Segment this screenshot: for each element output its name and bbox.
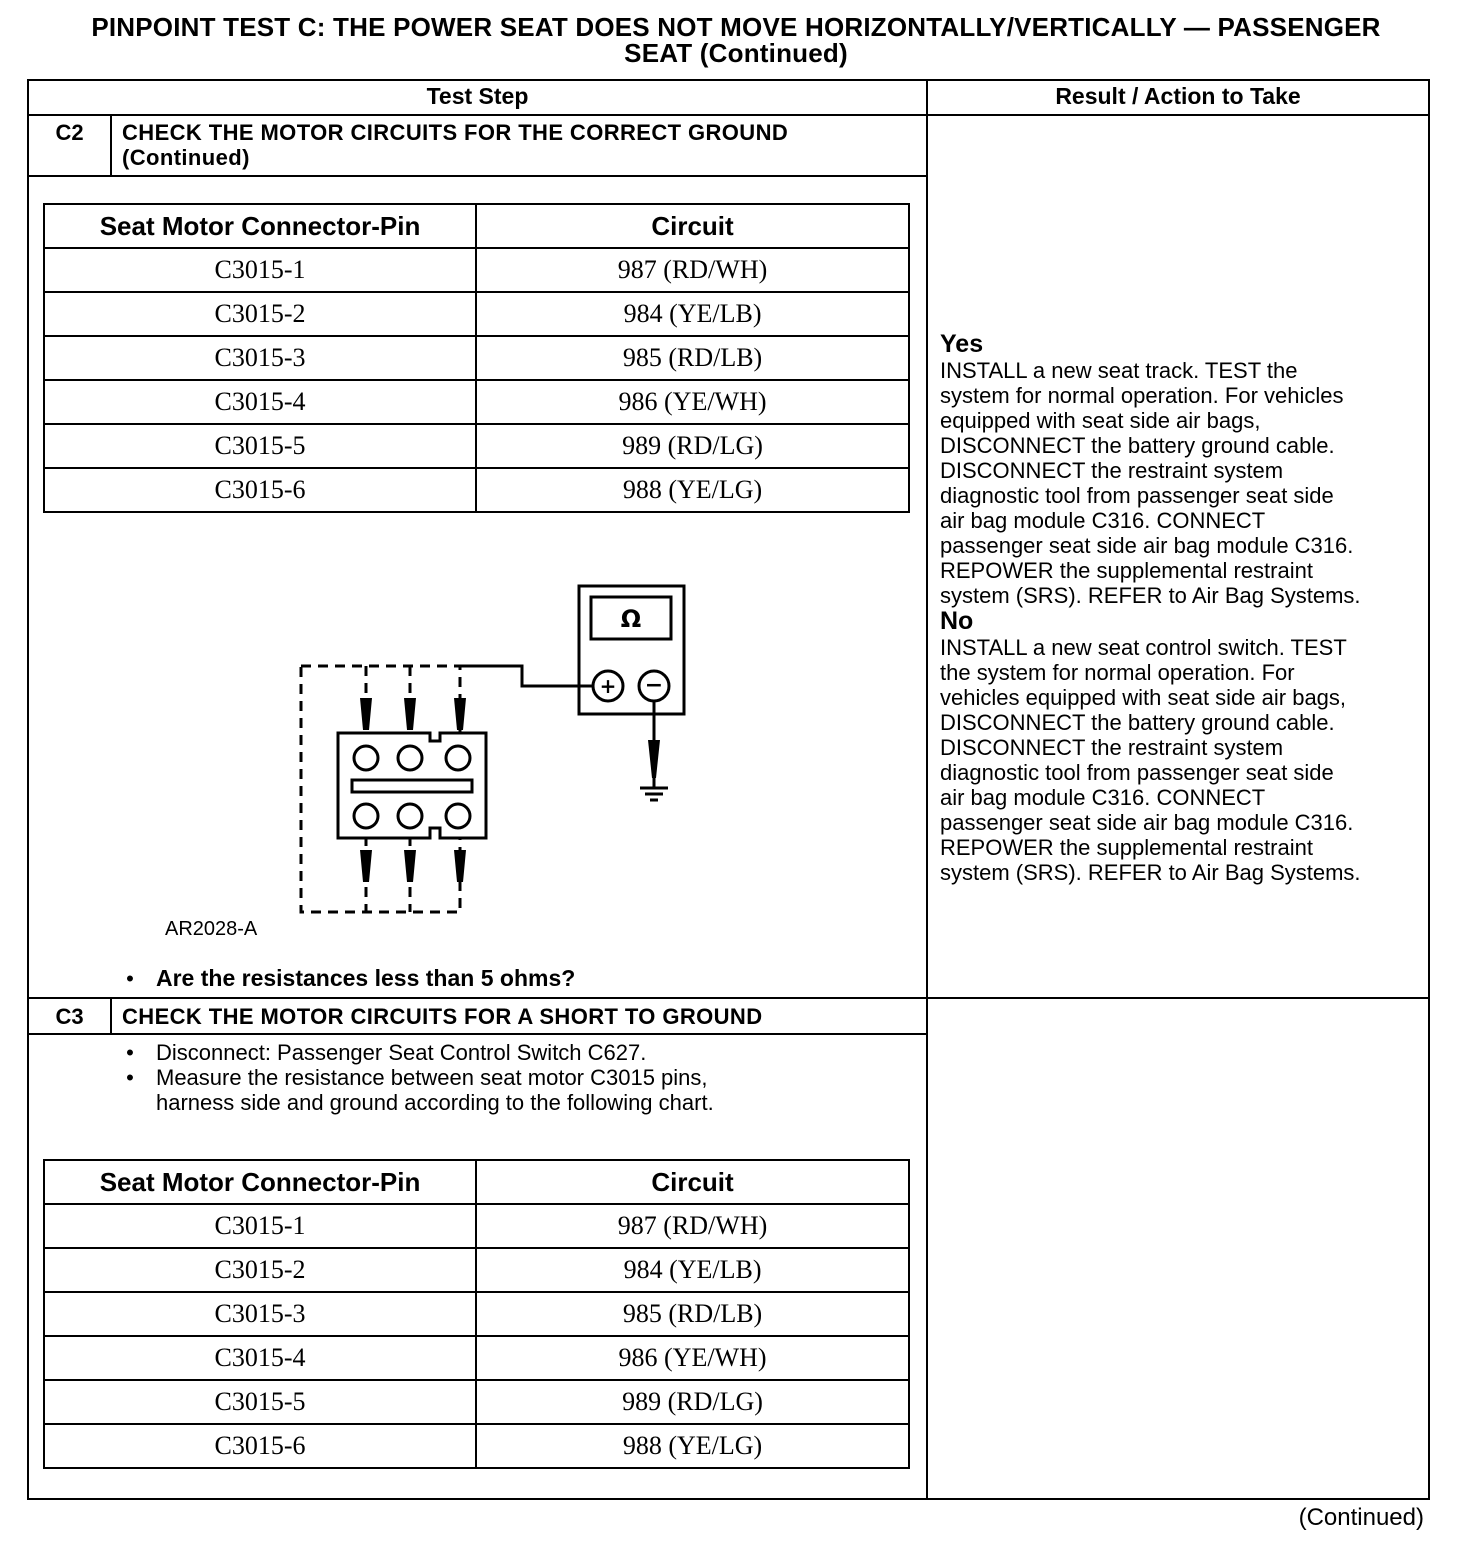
table-row (44, 1424, 909, 1468)
column-header: Circuit (476, 204, 909, 248)
instruction-text: Disconnect: Passenger Seat Control Switch C627. (156, 1040, 647, 1065)
table-row (44, 292, 909, 336)
result-line: equipped with seat side air bags, (940, 408, 1261, 433)
table-header-row (44, 204, 909, 248)
table-row (44, 1248, 909, 1292)
result-no-label: No (940, 607, 974, 635)
c3-pin-table (43, 1159, 910, 1469)
result-line: INSTALL a new seat track. TEST the (940, 358, 1298, 383)
c2-results (940, 331, 1428, 885)
result-line: passenger seat side air bag module C316. (940, 533, 1354, 558)
ohmmeter-diagram (290, 580, 700, 920)
c2-title-divider (27, 175, 928, 177)
circuit-cell: 986 (YE/WH) (476, 380, 909, 424)
pin-cell: C3015-3 (44, 336, 476, 380)
table-row (44, 1204, 909, 1248)
bullet: • (126, 966, 134, 991)
minus-sign: − (644, 673, 664, 698)
step-id-c3: C3 (55, 1004, 84, 1029)
table-row (44, 248, 909, 292)
circuit-cell: 988 (YE/LG) (476, 468, 909, 512)
result-line: passenger seat side air bag module C316. (940, 810, 1354, 835)
circuit-cell: 985 (RD/LB) (476, 1292, 909, 1336)
result-line: INSTALL a new seat control switch. TEST (940, 635, 1347, 660)
result-line: DISCONNECT the battery ground cable. (940, 710, 1335, 735)
result-line: DISCONNECT the restraint system (940, 735, 1284, 760)
plus-sign: + (599, 674, 617, 698)
ground-probe (648, 740, 660, 778)
positive-lead (460, 666, 593, 686)
question-text: Are the resistances less than 5 ohms? (156, 965, 576, 991)
bullet: • (126, 1040, 134, 1065)
list-item (120, 1040, 920, 1065)
table-header-row (44, 1160, 909, 1204)
step-title-c3: CHECK THE MOTOR CIRCUITS FOR A SHORT TO GROUND (122, 1004, 763, 1029)
pin-cell: C3015-5 (44, 1380, 476, 1424)
result-line: system (SRS). REFER to Air Bag Systems. (940, 860, 1361, 885)
circuit-cell: 988 (YE/LG) (476, 1424, 909, 1468)
page-title (20, 14, 1452, 66)
list-item (120, 1065, 920, 1115)
pin-cell: C3015-5 (44, 424, 476, 468)
result-line: diagnostic tool from passenger seat side (940, 760, 1334, 785)
pin-cell: C3015-1 (44, 1204, 476, 1248)
result-line: vehicles equipped with seat side air bags, (940, 685, 1347, 710)
step-title-c2-line1: CHECK THE MOTOR CIRCUITS FOR THE CORRECT GROUND (122, 120, 789, 145)
result-line: air bag module C316. CONNECT (940, 508, 1266, 533)
title-line-2: SEAT (Continued) (624, 38, 848, 68)
pin-cell: C3015-4 (44, 380, 476, 424)
continued-label: (Continued) (1298, 1504, 1424, 1531)
c3-title-divider (27, 1033, 928, 1035)
title-line-1: PINPOINT TEST C: THE POWER SEAT DOES NOT MOVE HORIZONTALLY/VERTICALLY — PASSENGER (91, 12, 1381, 42)
table-row (44, 468, 909, 512)
circuit-cell: 989 (RD/LG) (476, 424, 909, 468)
table-row (44, 1292, 909, 1336)
result-line: the system for normal operation. For (940, 660, 1295, 685)
result-line: REPOWER the supplemental restraint (940, 835, 1313, 860)
column-divider (926, 79, 928, 1500)
table-row (44, 1336, 909, 1380)
c2-id-divider (110, 114, 112, 176)
step-id-c2: C2 (55, 120, 84, 145)
circuit-cell: 984 (YE/LB) (476, 292, 909, 336)
header-test-step: Test Step (426, 83, 529, 109)
step-title-c2-line2: (Continued) (122, 145, 250, 170)
table-row (44, 336, 909, 380)
circuit-cell: 987 (RD/WH) (476, 248, 909, 292)
bullet: • (126, 1065, 134, 1090)
result-line: system (SRS). REFER to Air Bag Systems. (940, 583, 1361, 608)
circuit-cell: 987 (RD/WH) (476, 1204, 909, 1248)
circuit-cell: 985 (RD/LB) (476, 336, 909, 380)
c2-pin-table (43, 203, 910, 513)
ohm-symbol: Ω (620, 605, 642, 633)
pin-cell: C3015-6 (44, 1424, 476, 1468)
c3-instructions (120, 1040, 920, 1115)
step-divider (27, 997, 1430, 999)
pin-cell: C3015-4 (44, 1336, 476, 1380)
pin-cell: C3015-3 (44, 1292, 476, 1336)
result-line: DISCONNECT the restraint system (940, 458, 1284, 483)
column-header: Circuit (476, 1160, 909, 1204)
circuit-cell: 986 (YE/WH) (476, 1336, 909, 1380)
pin-cell: C3015-2 (44, 1248, 476, 1292)
c3-id-divider (110, 997, 112, 1034)
step-title-c2 (122, 120, 922, 170)
result-line: REPOWER the supplemental restraint (940, 558, 1313, 583)
circuit-cell: 984 (YE/LB) (476, 1248, 909, 1292)
instruction-text: Measure the resistance between seat motor C3015 pins, (156, 1065, 708, 1090)
result-yes-text (940, 358, 1428, 608)
header-divider (27, 114, 1430, 116)
result-line: DISCONNECT the battery ground cable. (940, 433, 1335, 458)
table-row (44, 1380, 909, 1424)
result-line: air bag module C316. CONNECT (940, 785, 1266, 810)
column-header: Seat Motor Connector-Pin (44, 1160, 476, 1204)
header-result: Result / Action to Take (1055, 83, 1301, 109)
result-yes-label: Yes (940, 330, 984, 358)
result-line: diagnostic tool from passenger seat side (940, 483, 1334, 508)
table-row (44, 424, 909, 468)
table-row (44, 380, 909, 424)
figure-label: AR2028-A (165, 918, 258, 940)
result-no-text (940, 635, 1428, 885)
instruction-text: harness side and ground according to the following chart. (156, 1090, 714, 1115)
result-line: system for normal operation. For vehicles (940, 383, 1344, 408)
pin-cell: C3015-6 (44, 468, 476, 512)
pin-cell: C3015-2 (44, 292, 476, 336)
pin-cell: C3015-1 (44, 248, 476, 292)
c2-question (120, 966, 910, 991)
circuit-cell: 989 (RD/LG) (476, 1380, 909, 1424)
column-header: Seat Motor Connector-Pin (44, 204, 476, 248)
